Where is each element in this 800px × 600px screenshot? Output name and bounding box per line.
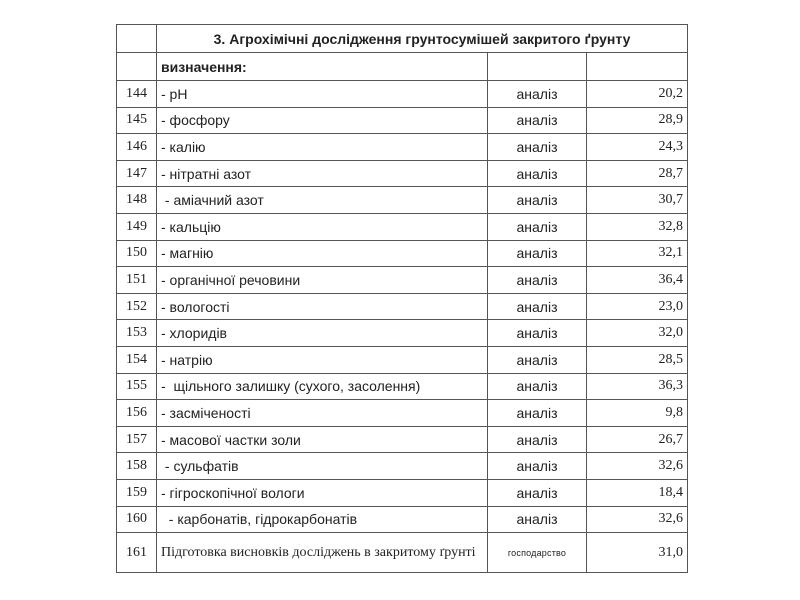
section-subtitle: визначення:: [157, 53, 488, 81]
row-value: 32,6: [587, 506, 688, 533]
row-unit: аналіз: [488, 240, 587, 267]
row-value: 20,2: [587, 81, 688, 108]
table-row: [117, 373, 688, 400]
row-name: - карбонатів, гідрокарбонатів: [157, 506, 488, 533]
section-title: 3. Агрохімічні дослідження грунтосумішей закритого ґрунту: [157, 25, 688, 53]
row-name: - магнію: [157, 240, 488, 267]
table-row: [117, 479, 688, 506]
row-value: 23,0: [587, 293, 688, 320]
table-row: [117, 267, 688, 294]
row-value: 9,8: [587, 400, 688, 427]
empty-cell: [488, 53, 587, 81]
row-unit: аналіз: [488, 373, 587, 400]
row-number: 157: [117, 426, 157, 453]
row-value: 24,3: [587, 134, 688, 161]
row-number: 152: [117, 293, 157, 320]
row-number: 155: [117, 373, 157, 400]
row-number: 161: [117, 533, 157, 573]
title-row: [117, 25, 688, 53]
row-name: - pH: [157, 81, 488, 108]
table-row: [117, 426, 688, 453]
empty-cell: [117, 25, 157, 53]
table-row: [117, 293, 688, 320]
table-row: [117, 400, 688, 427]
row-value: 26,7: [587, 426, 688, 453]
table-row: [117, 320, 688, 347]
price-table: [116, 24, 688, 573]
row-value: 32,6: [587, 453, 688, 480]
row-name: - органічної речовини: [157, 267, 488, 294]
row-name: - хлоридів: [157, 320, 488, 347]
subtitle-row: [117, 53, 688, 81]
row-name: - натрію: [157, 346, 488, 373]
row-value: 32,0: [587, 320, 688, 347]
table-row: [117, 160, 688, 187]
row-value: 32,1: [587, 240, 688, 267]
row-unit: аналіз: [488, 81, 587, 108]
row-name: - кальцію: [157, 213, 488, 240]
row-unit: аналіз: [488, 213, 587, 240]
row-value: 28,7: [587, 160, 688, 187]
row-unit: аналіз: [488, 453, 587, 480]
row-name: - гігроскопічної вологи: [157, 479, 488, 506]
row-value: 36,4: [587, 267, 688, 294]
table-row: [117, 187, 688, 214]
row-number: 159: [117, 479, 157, 506]
row-unit: аналіз: [488, 426, 587, 453]
row-unit: аналіз: [488, 479, 587, 506]
row-name: - сульфатів: [157, 453, 488, 480]
table-row: [117, 453, 688, 480]
row-name: - вологості: [157, 293, 488, 320]
row-unit: аналіз: [488, 506, 587, 533]
row-number: 154: [117, 346, 157, 373]
row-unit: аналіз: [488, 107, 587, 134]
row-number: 150: [117, 240, 157, 267]
row-value: 31,0: [587, 533, 688, 573]
row-number: 153: [117, 320, 157, 347]
empty-cell: [117, 53, 157, 81]
row-number: 149: [117, 213, 157, 240]
row-unit: аналіз: [488, 187, 587, 214]
row-number: 151: [117, 267, 157, 294]
table-row: [117, 346, 688, 373]
row-unit: аналіз: [488, 134, 587, 161]
row-unit: аналіз: [488, 320, 587, 347]
row-name: Підготовка висновків досліджень в закритому ґрунті: [157, 533, 488, 573]
table-row: [117, 134, 688, 161]
row-value: 36,3: [587, 373, 688, 400]
row-name: - нітратні азот: [157, 160, 488, 187]
row-value: 30,7: [587, 187, 688, 214]
table-row: [117, 107, 688, 134]
row-value: 32,8: [587, 213, 688, 240]
table-row: [117, 213, 688, 240]
row-number: 146: [117, 134, 157, 161]
table-row: [117, 506, 688, 533]
row-name: - засміченості: [157, 400, 488, 427]
row-value: 18,4: [587, 479, 688, 506]
table-row: [117, 81, 688, 108]
row-number: 156: [117, 400, 157, 427]
table-row-final: [117, 533, 688, 573]
row-unit: аналіз: [488, 267, 587, 294]
row-number: 158: [117, 453, 157, 480]
row-value: 28,5: [587, 346, 688, 373]
row-number: 160: [117, 506, 157, 533]
empty-cell: [587, 53, 688, 81]
row-name: - фосфору: [157, 107, 488, 134]
row-value: 28,9: [587, 107, 688, 134]
row-unit: аналіз: [488, 400, 587, 427]
row-unit: господарство: [488, 533, 587, 573]
row-number: 145: [117, 107, 157, 134]
row-unit: аналіз: [488, 346, 587, 373]
row-number: 148: [117, 187, 157, 214]
table-row: [117, 240, 688, 267]
row-name: - щільного залишку (сухого, засолення): [157, 373, 488, 400]
row-name: - аміачний азот: [157, 187, 488, 214]
row-number: 147: [117, 160, 157, 187]
row-name: - калію: [157, 134, 488, 161]
row-unit: аналіз: [488, 293, 587, 320]
row-name: - масової частки золи: [157, 426, 488, 453]
row-unit: аналіз: [488, 160, 587, 187]
row-number: 144: [117, 81, 157, 108]
